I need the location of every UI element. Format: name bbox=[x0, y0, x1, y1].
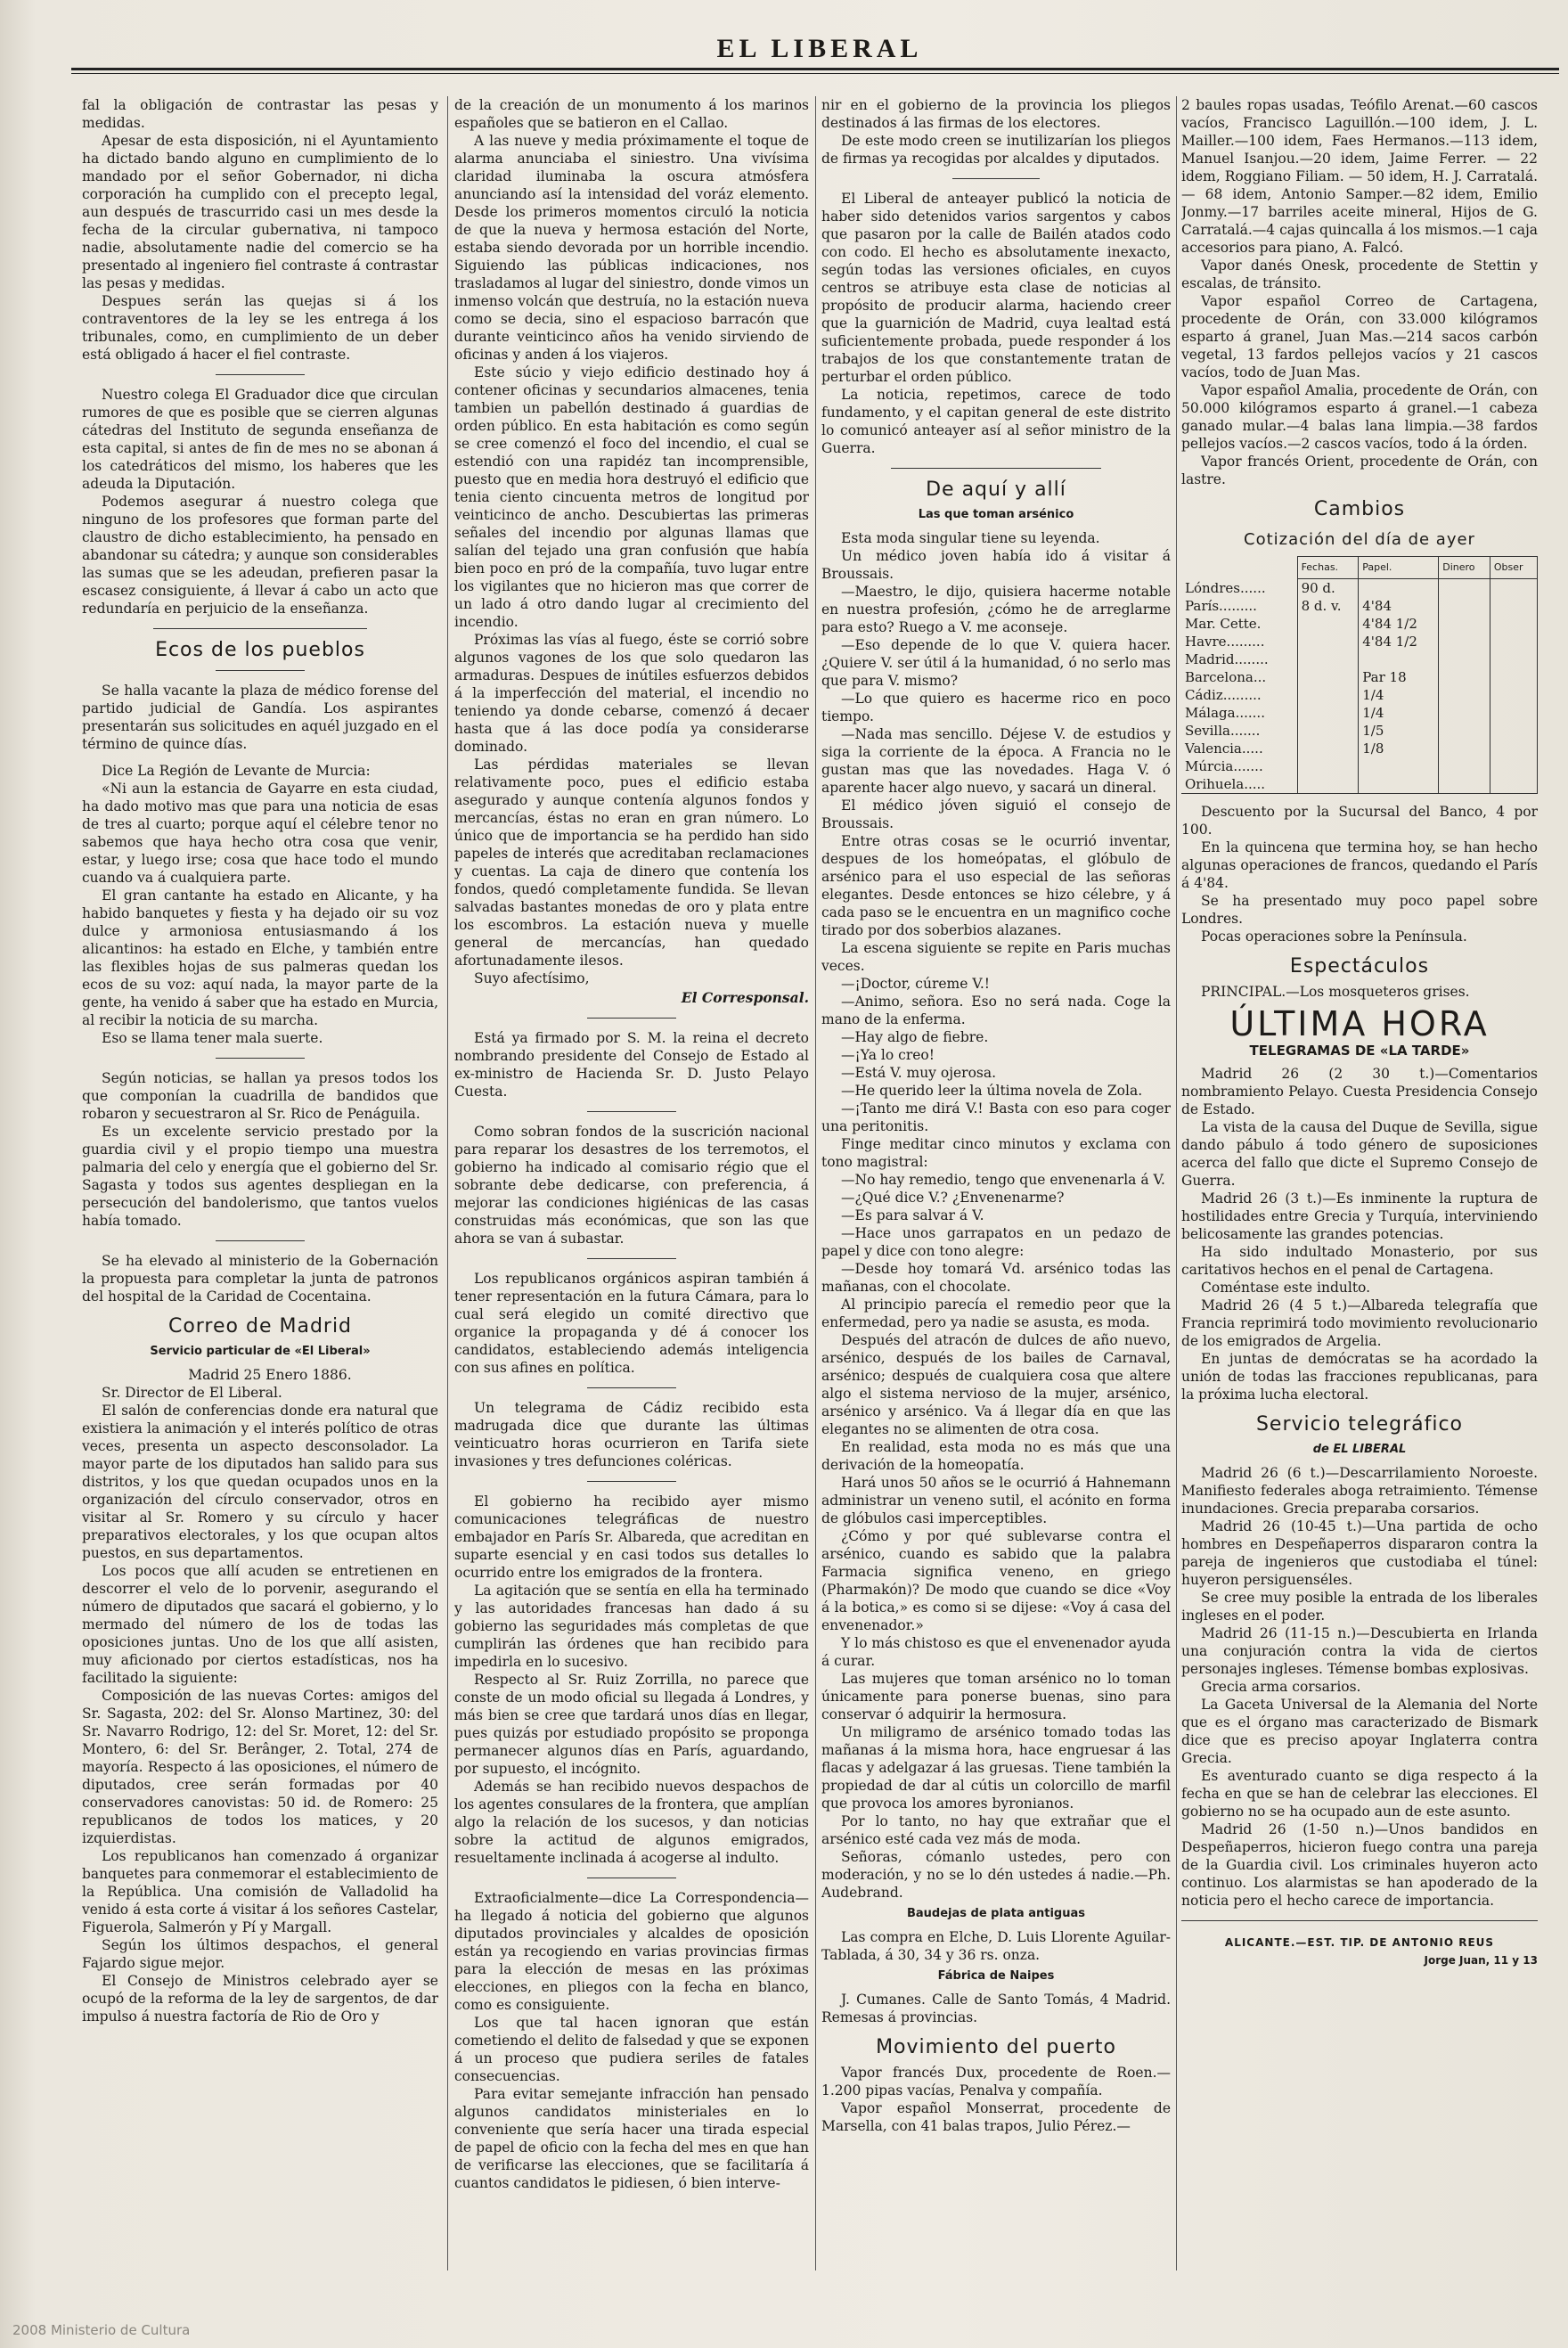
paragraph: —Maestro, le dijo, quisiera hacerme notable en nuestra profesión, ¿cómo he de arreglarme para esto? Ruego a V. me aconseje. bbox=[821, 584, 1171, 635]
paragraph: fal la obligación de contrastar las pesas y medidas. bbox=[82, 97, 438, 131]
paragraph: Este súcio y viejo edificio destinado hoy á contener oficinas y secundarios almacenes, tenia tambien un pabellón destinado á guardias de orden público. En esta habitación es como según se cree comenzó el foco del incendio, el cual se estendió con una rapidéz tan incomprensible, puesto que en media hora destruyó el edificio que tenia ciento cincuenta metros de longitud por veinticinco de ancho. Descubiertas las primeras señales del incendio por algunas llamas que salían del tejado una gran confusión que había bien poco en pró de la compañía, tuvo lugar entre los vigilantes que no hicieron mas que correr de un lado á otro dando lugar al crecimiento del incendio. bbox=[454, 364, 809, 630]
table-header: Papel. bbox=[1359, 557, 1439, 579]
table-cell: 4'84 bbox=[1359, 597, 1439, 615]
table-cell bbox=[1439, 668, 1490, 686]
table-header: Obser bbox=[1490, 557, 1537, 579]
table-cell bbox=[1359, 579, 1439, 598]
paragraph: Está ya firmado por S. M. la reina el decreto nombrando presidente del Consejo de Estado al ex-ministro de Hacienda Sr. D. Justo Pelayo Cuesta. bbox=[454, 1030, 809, 1100]
paragraph: —¡Tanto me dirá V.! Basta con eso para coger una peritonitis. bbox=[821, 1100, 1171, 1134]
table-row bbox=[1181, 597, 1538, 615]
paragraph: Madrid 26 (4 5 t.)—Albareda telegrafía que Francia reprimirá todo movimiento revolucionario de los emigrados de Argelia. bbox=[1181, 1297, 1538, 1349]
paragraph: —¿Qué dice V.? ¿Envenenarme? bbox=[841, 1190, 1065, 1206]
paragraph: A las nueve y media próximamente el toque de alarma anunciaba el siniestro. Una vivísima claridad iluminaba la oscura atmósfera anunciando así la intensidad del voráz elemento. Desde los primeros momentos circuló la noticia de que la nueva y hermosa estación del Norte, estaba siendo devorada por un horrible incendio. Siguiendo las públicas indicaciones, nos trasladamos al lugar del siniestro, donde vimos un inmenso volcán que destruía, no la estación nueva como se decia, sino el espacioso barracón que durante veinticinco años ha venido sirviendo de oficinas y anden á los viajeros. bbox=[454, 133, 809, 363]
paragraph: En juntas de demócratas se ha acordado la unión de todas las fracciones republicanas, para la próxima lucha electoral. bbox=[1181, 1351, 1538, 1403]
paragraph: Hará unos 50 años se le ocurrió á Hahnemann administrar un veneno sutil, el acónito en forma de glóbulos casi imperceptibles. bbox=[821, 1475, 1171, 1526]
table-cell bbox=[1439, 650, 1490, 668]
paragraph: «Ni aun la estancia de Gayarre en esta ciudad, ha dado motivo mas que para una noticia de esas de tres al cuarto; porque aquí el célebre tenor no sabemos que haya hecho otra cosa que venir, estar, y luego irse; cosa que hace todo el mundo cuando va á cualquiera parte. bbox=[82, 781, 438, 886]
table-cell: 90 d. bbox=[1297, 579, 1359, 598]
table-cell: 1/4 bbox=[1359, 704, 1439, 722]
paragraph: Grecia arma corsarios. bbox=[1201, 1679, 1361, 1695]
table-cell-city: Sevilla....... bbox=[1181, 722, 1297, 740]
column-divider bbox=[1176, 96, 1177, 2270]
paragraph: —Es para salvar á V. bbox=[841, 1207, 984, 1223]
section-heading-puerto: Movimiento del puerto bbox=[876, 2036, 1116, 2058]
paragraph: Como sobran fondos de la suscrición nacional para reparar los desastres de los terremotos, el gobierno ha indicado al comisario régio que el sobrante debe dedicarse, con preferencia, á mejorar las condiciones higiénicas de las casas construidas más económicas, que son las que ahora se van á subastar. bbox=[454, 1124, 809, 1247]
column-4 bbox=[1181, 96, 1538, 2270]
paragraph: Es un excelente servicio prestado por la guardia civil y el propio tiempo una muestra palmaria del celo y energía que el gobierno del Sr. Sagasta y todos sus agentes despliegan en la persecución del bandolerismo, que tantos vuelos había tomado. bbox=[82, 1124, 438, 1229]
paragraph: —¡Doctor, cúreme V.! bbox=[841, 976, 990, 992]
dateline: Madrid 25 Enero 1886. bbox=[188, 1367, 352, 1383]
paragraph: Nuestro colega El Graduador dice que circulan rumores de que es posible que se cierren algunas cátedras del Instituto de segunda enseñanza de esta capital, si antes de fin de mes no se abonan á los catedráticos del mismo, los haberes que les adeuda la Diputación. bbox=[82, 387, 438, 492]
table-cell-city: Orihuela..... bbox=[1181, 775, 1297, 794]
paragraph: —Lo que quiero es hacerme rico en poco tiempo. bbox=[821, 691, 1171, 724]
paragraph: El gobierno ha recibido ayer mismo comunicaciones telegráficas de nuestro embajador en París Sr. Albareda, que acreditan en suparte esencial y en casi todos sus detalles lo ocurrido entre los emigrados de la frontera. bbox=[454, 1493, 809, 1581]
paragraph: Se cree muy posible la entrada de los liberales ingleses en el poder. bbox=[1181, 1590, 1538, 1624]
table-cell: 4'84 1/2 bbox=[1359, 615, 1439, 633]
paragraph: Madrid 26 (3 t.)—Es inminente la ruptura de hostilidades entre Grecia y Turquía, interviniendo belicosamente las grandes potencias. bbox=[1181, 1190, 1538, 1242]
separator bbox=[587, 1387, 676, 1388]
separator bbox=[587, 1111, 676, 1112]
paragraph: Vapor español Monserrat, procedente de Marsella, con 41 balas trapos, Julio Pérez.— bbox=[821, 2100, 1171, 2134]
table-cell bbox=[1490, 633, 1537, 650]
table-row bbox=[1181, 740, 1538, 757]
table-cell bbox=[1439, 633, 1490, 650]
paragraph: La Gaceta Universal de la Alemania del Norte que es el órgano mas caracterizado de Bismark dice que es preciso apoyar Inglaterra contra Grecia. bbox=[1181, 1697, 1538, 1766]
section-heading-espectaculos: Espectáculos bbox=[1289, 955, 1430, 978]
table-cell: 1/8 bbox=[1359, 740, 1439, 757]
paragraph: El Liberal de anteayer publicó la noticia de haber sido detenidos varios sargentos y cabos que pasaron por la calle de Bailén atados codo con codo. El hecho es absolutamente inexacto, según todas las versiones oficiales, en cuyos centros se atribuye esta clase de noticias al propósito de producir alarma, haciendo creer que la guarnición de Madrid, cuya lealtad está suficientemente probada, puede responder á los trabajos de los que constantemente tratan de perturbar el orden público. bbox=[821, 191, 1171, 385]
separator bbox=[153, 628, 367, 629]
paragraph: Según noticias, se hallan ya presos todos los que componían la cuadrilla de bandidos que robaron y secuestraron al Sr. Rico de Penáguila. bbox=[82, 1070, 438, 1122]
paragraph: Es aventurado cuanto se diga respecto á la fecha en que se han de celebrar las elecciones. El gobierno no se ha ocupado aun de este asunto. bbox=[1181, 1768, 1538, 1820]
paragraph: —Desde hoy tomará Vd. arsénico todas las mañanas, con el chocolate. bbox=[821, 1261, 1171, 1295]
table-row bbox=[1181, 579, 1538, 598]
paragraph: De este modo creen se inutilizarían los pliegos de firmas ya recogidas por alcaldes y diputados. bbox=[821, 133, 1171, 167]
table-row bbox=[1181, 668, 1538, 686]
table-cell bbox=[1490, 650, 1537, 668]
paragraph: ¿Cómo y por qué sublevarse contra el arsénico, cuando es sabido que la palabra Farmacia significa veneno, en griego (Pharmakón)? De modo que cuando se dice «Voy á la botica,» es como si se dijese: «Voy á casa del envenenador.» bbox=[821, 1528, 1171, 1633]
table-cell bbox=[1297, 633, 1359, 650]
paragraph: Entre otras cosas se le ocurrió inventar, despues de los homeópatas, el glóbulo de arsénico para el uso especial de las señoras elegantes. Desde entonces se hizo célebre, y á cada paso se le encuentra en un magnifico coche tirado por dos soberbios alazanes. bbox=[821, 833, 1171, 938]
paragraph: La escena siguiente se repite en Paris muchas veces. bbox=[821, 940, 1171, 974]
paragraph: —Hace unos garrapatos en un pedazo de papel y dice con tono alegre: bbox=[821, 1225, 1171, 1259]
section-heading-correo: Correo de Madrid bbox=[167, 1315, 353, 1338]
separator bbox=[216, 670, 305, 671]
paragraph: Suyo afectísimo, bbox=[474, 970, 590, 986]
separator bbox=[216, 374, 305, 375]
section-heading-aqui: De aquí y allí bbox=[926, 479, 1066, 501]
table-cell bbox=[1439, 597, 1490, 615]
table-cell bbox=[1490, 740, 1537, 757]
paragraph: Las mujeres que toman arsénico no lo toman únicamente para ponerse buenas, sino para conservar ó adquirir la hermosura. bbox=[821, 1671, 1171, 1722]
table-cell bbox=[1439, 775, 1490, 794]
paragraph: Los pocos que allí acuden se entretienen en descorrer el velo de lo porvenir, asegurando el número de diputados que sacará el gobierno, y lo mermado del número de los de todas las oposiciones juntas. Uno de los que allí asisten, muy aficionado por ciertos estadísticas, nos ha facilitado la siguiente: bbox=[82, 1563, 438, 1686]
section-subheading: TELEGRAMAS DE «LA TARDE» bbox=[1249, 1043, 1470, 1059]
section-heading-cambios: Cambios bbox=[1313, 498, 1406, 520]
section-heading-ultima-hora: ÚLTIMA HORA bbox=[1229, 1004, 1490, 1043]
section-subheading: Las que toman arsénico bbox=[918, 508, 1074, 521]
paragraph: Respecto al Sr. Ruiz Zorrilla, no parece que conste de un modo oficial su llegada á Londres, y más bien se cree que tardará unos días en llegar, pues quizás por estudiado propósito se proponga permanecer algunos días en París, aguardando, por supuesto, el incógnito. bbox=[454, 1672, 809, 1777]
watermark: 2008 Ministerio de Cultura bbox=[12, 2322, 191, 2338]
paragraph: El gran cantante ha estado en Alicante, y ha habido banquetes y fiesta y ha dejado oir su voz dulce y armoniosa entusiasmando á los alicantinos: ha estado en Elche, y también entre las flexibles hojas de sus palmeras quedan los ecos de su voz: aquí nada, la mayor parte de la gente, ha venido á saber que ha estado en Murcia, al recibir la noticia de su marcha. bbox=[82, 888, 438, 1028]
masthead-rule-thin bbox=[71, 73, 1559, 74]
table-row bbox=[1181, 757, 1538, 775]
table-cell bbox=[1490, 686, 1537, 704]
table-cell-city: Lóndres...... bbox=[1181, 579, 1297, 598]
salutation: Sr. Director de El Liberal. bbox=[102, 1385, 282, 1401]
paragraph: La noticia, repetimos, carece de todo fundamento, y el capitan general de este distrito lo comunicó anteayer así al señor ministro de la Guerra. bbox=[821, 387, 1171, 456]
table-row bbox=[1181, 615, 1538, 633]
table-cell-city: Madrid........ bbox=[1181, 650, 1297, 668]
table-cell bbox=[1297, 704, 1359, 722]
masthead-rule bbox=[71, 68, 1559, 70]
paragraph: Se halla vacante la plaza de médico forense del partido judicial de Gandía. Los aspirantes presentarán sus solicitudes en aquél juzgado en el término de quince días. bbox=[82, 683, 438, 752]
paragraph: Vapor francés Dux, procedente de Roen.—1.200 pipas vacías, Penalva y compañía. bbox=[821, 2065, 1171, 2098]
masthead: EL LIBERAL bbox=[716, 34, 923, 63]
paragraph: Además se han recibido nuevos despachos de los agentes consulares de la frontera, que amplían algo la relación de los sucesos, y dan noticias sobre la actitud de algunos emigrados, resueltamente inclinada á acogerse al indulto. bbox=[454, 1779, 809, 1866]
table-cell bbox=[1490, 722, 1537, 740]
paragraph: Descuento por la Sucursal del Banco, 4 por 100. bbox=[1181, 804, 1538, 838]
paragraph: Finge meditar cinco minutos y exclama con tono magistral: bbox=[821, 1136, 1171, 1170]
table-cell: 1/5 bbox=[1359, 722, 1439, 740]
paragraph: La agitación que se sentía en ella ha terminado y las autoridades francesas han dado á su gobierno las seguridades más completas de que cumplirán las órdenes que han recibido para impedirla en lo sucesivo. bbox=[454, 1583, 809, 1670]
table-cell bbox=[1297, 757, 1359, 775]
paragraph: Los que tal hacen ignoran que están cometiendo el delito de falsedad y que se exponen á un proceso que pudiera seriles de fatales consecuencias. bbox=[454, 2015, 809, 2084]
paragraph: Señoras, cómanlo ustedes, pero con moderación, y no se lo dén ustedes á nadie.—Ph. Audebrand. bbox=[821, 1849, 1171, 1901]
exchange-table bbox=[1181, 556, 1538, 794]
paragraph: Los republicanos han comenzado á organizar banquetes para conmemorar el establecimiento de la República. Una comisión de Valladolid ha venido á esta corte á visitar á los señores Castelar, Figuerola, Salmerón y Pí y Margall. bbox=[82, 1848, 438, 1935]
paragraph: Vapor francés Orient, procedente de Orán, con lastre. bbox=[1181, 454, 1538, 487]
table-cell bbox=[1439, 704, 1490, 722]
cotizacion-title: Cotización del día de ayer bbox=[1244, 530, 1475, 549]
paragraph: Composición de las nuevas Cortes: amigos del Sr. Sagasta, 202: del Sr. Alonso Martinez, 30: del Sr. Navarro Rodrigo, 12: del Sr. Moret, 12: del Sr. Montero, 6: del Sr. Berânger, 2. Total, 274 de mayoría. Respecto á las oposiciones, el número de diputados, cree serán formadas por 40 conservadores canovistas: 50 id. de Romero: 25 republicanos de todos los matices, y 20 izquierdistas. bbox=[82, 1688, 438, 1846]
paragraph: En realidad, esta moda no es más que una derivación de la homeopatía. bbox=[821, 1439, 1171, 1473]
paragraph: Se ha presentado muy poco papel sobre Londres. bbox=[1181, 893, 1538, 927]
paragraph: Un miligramo de arsénico tomado todas las mañanas á la misma hora, hace engruesar á las flacas y adelgazar á las gruesas. Tiene también la propiedad de dar al cútis un colorcillo de marfil que provoca los amores byronianos. bbox=[821, 1724, 1171, 1812]
paragraph: Vapor español Amalia, procedente de Orán, con 50.000 kilógramos esparto á granel.—1 cabeza ganado mular.—4 balas lana limpia.—38 fardos pellejos vacíos.—2 cascos vacíos, todo á la órden. bbox=[1181, 382, 1538, 452]
table-cell bbox=[1297, 722, 1359, 740]
table-cell-city: Málaga....... bbox=[1181, 704, 1297, 722]
table-cell-city: Cádiz......... bbox=[1181, 686, 1297, 704]
paragraph: Por lo tanto, no hay que extrañar que el arsénico esté cada vez más de moda. bbox=[821, 1813, 1171, 1847]
table-cell bbox=[1297, 615, 1359, 633]
paragraph: Madrid 26 (2 30 t.)—Comentarios nombramiento Pelayo. Cuesta Presidencia Consejo de Estado. bbox=[1181, 1066, 1538, 1117]
table-cell bbox=[1490, 775, 1537, 794]
table-cell bbox=[1359, 650, 1439, 668]
table-cell-city: Havre......... bbox=[1181, 633, 1297, 650]
table-cell bbox=[1297, 740, 1359, 757]
paragraph: Madrid 26 (11-15 n.)—Descubierta en Irlanda una conjuración contra la vida de ciertos personajes ingleses. Témense bombas explosivas. bbox=[1181, 1625, 1538, 1677]
table-cell-city: Múrcia....... bbox=[1181, 757, 1297, 775]
paragraph: Las pérdidas materiales se llevan relativamente poco, pues el edificio estaba asegurado y aunque contenía algunos fondos y mercancías, éstas no eran en gran número. Lo único que de importancia se ha perdido han sido papeles de interés que acreditaban reclamaciones y cuentas. La caja de dinero que contenía los fondos, quedó completamente fundida. Se llevan salvadas bastantes monedas de oro y plata entre los escombros. La estación nueva y muelle general de mercancías, han quedado afortunadamente ilesos. bbox=[454, 757, 809, 969]
table-row bbox=[1181, 686, 1538, 704]
paragraph: Madrid 26 (1-50 n.)—Unos bandidos en Despeñaperros, hicieron fuego contra una pareja de la Guardia civil. Los criminales huyeron acto continuo. Los alarmistas se han apoderado de la noticia pero el hecho carece de importancia. bbox=[1181, 1821, 1538, 1909]
table-cell bbox=[1439, 615, 1490, 633]
table-cell bbox=[1297, 775, 1359, 794]
paragraph: Un médico joven había ido á visitar á Broussais. bbox=[821, 548, 1171, 582]
paragraph: Eso se llama tener mala suerte. bbox=[102, 1030, 323, 1046]
table-cell: 1/4 bbox=[1359, 686, 1439, 704]
paragraph: 2 baules ropas usadas, Teófilo Arenat.—60 cascos vacíos, Francisco Laguillón.—100 idem, J. L. Mailler.—100 idem, Faes Hermanos.—113 idem, Manuel Isanjou.—20 idem, Jaime Ferrer. — 22 idem, Roggiano Filiam. — 50 idem, H. J. Carratalá.— 68 idem, Antonio Samper.—82 idem, Emilio Jonmy.—17 barriles aceite mineral, Hijos de G. Carratalá.—4 cajas quincalla á los mismos.—1 caja accesorios para piano, A. Falcó. bbox=[1181, 97, 1538, 256]
table-cell bbox=[1297, 668, 1359, 686]
table-cell bbox=[1439, 579, 1490, 598]
section-subheading: de EL LIBERAL bbox=[1312, 1443, 1407, 1456]
ad-heading: Baudejas de plata antiguas bbox=[906, 1907, 1085, 1920]
table-cell-city: París......... bbox=[1181, 597, 1297, 615]
paragraph: PRINCIPAL.—Los mosqueteros grises. bbox=[1201, 984, 1470, 1000]
table-cell bbox=[1439, 722, 1490, 740]
table-cell-city: Valencia..... bbox=[1181, 740, 1297, 757]
table-cell: 8 d. v. bbox=[1297, 597, 1359, 615]
table-cell bbox=[1297, 686, 1359, 704]
table-cell bbox=[1359, 757, 1439, 775]
table-header: Dinero bbox=[1439, 557, 1490, 579]
paragraph: —Hay algo de fiebre. bbox=[841, 1029, 989, 1045]
table-cell bbox=[1439, 686, 1490, 704]
paragraph: Extraoficialmente—dice La Correspondencia—ha llegado á noticia del gobierno que algunos diputados provinciales y alcaldes de oposición están ya recogiendo en varias provincias firmas para la elección de mesas en las próximas elecciones, en pliegos con la fecha en blanco, como es consiguiente. bbox=[454, 1890, 809, 2013]
table-cell bbox=[1439, 757, 1490, 775]
column-divider bbox=[815, 96, 816, 2270]
separator bbox=[587, 1481, 676, 1482]
ad-text: Las compra en Elche, D. Luis Llorente Aguilar-Tablada, á 30, 34 y 36 rs. onza. bbox=[821, 1929, 1171, 1963]
paragraph: —He querido leer la última novela de Zola. bbox=[841, 1083, 1143, 1099]
table-cell bbox=[1297, 650, 1359, 668]
ad-heading: Fábrica de Naipes bbox=[937, 1969, 1055, 1983]
paragraph: Después del atracón de dulces de año nuevo, arsénico, después de los bailes de Carnaval, arsénico; después de cualquiera cosa que altere algo el sistema nervioso de la mujer, arsénico, arsénico y arsénico. Va á llegar día en que las elegantes no se alimenten de otra cosa. bbox=[821, 1332, 1171, 1437]
paragraph: Y lo más chistoso es que el envenenador ayuda á curar. bbox=[821, 1635, 1171, 1669]
separator bbox=[216, 1058, 305, 1059]
section-heading-servicio: Servicio telegráfico bbox=[1255, 1413, 1464, 1436]
paragraph: Vapor español Correo de Cartagena, procedente de Orán, con 33.000 kilógramos esparto á granel, Juan Mas.—214 sacos carbón vegetal, 13 fardos pellejos vacíos y 21 cascos vacíos, todo de Juan Mas. bbox=[1181, 293, 1538, 380]
paragraph: En la quincena que termina hoy, se han hecho algunas operaciones de francos, quedando el París á 4'84. bbox=[1181, 839, 1538, 891]
paragraph: Un telegrama de Cádiz recibido esta madrugada dice que durante las últimas veinticuatro horas ocurrieron en Tarifa siete invasiones y tres defunciones coléricas. bbox=[454, 1400, 809, 1469]
table-row bbox=[1181, 722, 1538, 740]
imprint: ALICANTE.—EST. TIP. DE ANTONIO REUS bbox=[1224, 1936, 1495, 1949]
paragraph: Coméntase este indulto. bbox=[1201, 1280, 1371, 1296]
column-1 bbox=[82, 96, 438, 2270]
paragraph: Próximas las vías al fuego, éste se corrió sobre algunos vagones de los que solo quedaron las armaduras. Despues de inútiles esfuerzos debidos á la imperfección del material, el incendio no teniendo ya donde cebarse, comenzó á decaer hasta que á las doce podía ya considerarse dominado. bbox=[454, 632, 809, 755]
table-cell bbox=[1359, 775, 1439, 794]
paragraph: Los republicanos orgánicos aspiran también á tener representación en la futura Cámara, para lo cual será elegido un comité directivo que organice la propaganda y dé á conocer los candidatos, estableciendo además inteligencia con sus afines en política. bbox=[454, 1271, 809, 1376]
paragraph: Pocas operaciones sobre la Península. bbox=[1201, 929, 1467, 945]
table-cell-city: Mar. Cette. bbox=[1181, 615, 1297, 633]
paragraph: Se ha elevado al ministerio de la Gobernación la propuesta para completar la junta de patronos del hospital de la Caridad de Cocentaina. bbox=[82, 1253, 438, 1305]
paragraph: —Eso depende de lo que V. quiera hacer. ¿Quiere V. ser útil á la humanidad, ó no serlo mas que para V. mismo? bbox=[821, 637, 1171, 689]
paragraph: —Nada mas sencillo. Déjese V. de estudios y siga la corriente de la época. A Francia no le gustan mas que las novedades. Haga V. ó aparente hacer algo nuevo, y sacará un dineral. bbox=[821, 726, 1171, 796]
separator bbox=[891, 468, 1100, 469]
separator bbox=[587, 1258, 676, 1259]
separator bbox=[216, 1240, 305, 1241]
column-divider bbox=[447, 96, 448, 2270]
table-cell: 4'84 1/2 bbox=[1359, 633, 1439, 650]
paragraph: Ha sido indultado Monasterio, por sus caritativos hechos en el penal de Cartagena. bbox=[1181, 1244, 1538, 1278]
table-row bbox=[1181, 704, 1538, 722]
paragraph: La vista de la causa del Duque de Sevilla, sigue dando pábulo á todo género de suposiciones acerca del fallo que dicte el Supremo Consejo de Guerra. bbox=[1181, 1119, 1538, 1189]
paragraph: Madrid 26 (10-45 t.)—Una partida de ocho hombres en Despeñaperros dispararon contra la pareja de ingenieros que custodiaba el túnel: huyeron persiguenséles. bbox=[1181, 1518, 1538, 1588]
imprint-address: Jorge Juan, 11 y 13 bbox=[1424, 1954, 1538, 1967]
table-cell: Par 18 bbox=[1359, 668, 1439, 686]
table-cell bbox=[1490, 704, 1537, 722]
column-2 bbox=[454, 96, 809, 2270]
table-header: Fechas. bbox=[1297, 557, 1359, 579]
paragraph: —Está V. muy ojerosa. bbox=[841, 1065, 997, 1081]
separator bbox=[587, 1018, 676, 1019]
column-3 bbox=[821, 96, 1171, 2270]
paragraph: Dice La Región de Levante de Murcia: bbox=[102, 763, 371, 779]
separator bbox=[952, 178, 1040, 179]
separator bbox=[1181, 1920, 1538, 1921]
paragraph: El Consejo de Ministros celebrado ayer se ocupó de la reforma de la ley de sargentos, de dar impulso á nuestra factoría de Rio de Oro y bbox=[82, 1973, 438, 2025]
section-heading-ecos: Ecos de los pueblos bbox=[155, 639, 365, 661]
section-subheading: Servicio particular de «El Liberal» bbox=[150, 1345, 371, 1358]
table-cell bbox=[1490, 579, 1537, 598]
table-row bbox=[1181, 775, 1538, 794]
paragraph: El médico jóven siguió el consejo de Broussais. bbox=[821, 798, 1171, 831]
paragraph: Al principio parecía el remedio peor que la enfermedad, pero ya nadie se asusta, es moda. bbox=[821, 1297, 1171, 1330]
paragraph: Despues serán las quejas si á los contraventores de la ley se les entrega á los tribunales, como, en cumplimiento de un deber está obligado á hacer el fiel contraste. bbox=[82, 293, 438, 363]
table-cell bbox=[1490, 615, 1537, 633]
ad-text: J. Cumanes. Calle de Santo Tomás, 4 Madrid. Remesas á provincias. bbox=[821, 1992, 1171, 2025]
paragraph: Para evitar semejante infracción han pensado algunos candidatos ministeriales en lo conveniente que sería hacer una tirada especial de papel de oficio con la fecha del mes en que han de verificarse las elecciones, que se facilitaría á cuantos candidatos le pidiesen, ó bien interve- bbox=[454, 2086, 809, 2191]
table-cell-city: Barcelona... bbox=[1181, 668, 1297, 686]
paragraph: —No hay remedio, tengo que envenenarla á V. bbox=[841, 1172, 1165, 1188]
table-cell bbox=[1490, 757, 1537, 775]
paragraph: —¡Ya lo creo! bbox=[841, 1047, 935, 1063]
paragraph: Apesar de esta disposición, ni el Ayuntamiento ha dictado bando alguno en cumplimiento de lo mandado por el señor Gobernador, ni dicha corporación ha cumplido con el precepto legal, aun después de trascurrido casi un mes desde la fecha de la circular gubernativa, ni tampoco nadie, absolutamente nadie del comercio se ha presentado al ingeniero fiel contraste á contrastar las pesas y medidas. bbox=[82, 133, 438, 291]
signature: El Corresponsal. bbox=[681, 989, 809, 1006]
table-row bbox=[1181, 650, 1538, 668]
table-row bbox=[1181, 633, 1538, 650]
paragraph: Según los últimos despachos, el general Fajardo sigue mejor. bbox=[82, 1937, 438, 1971]
paragraph: de la creación de un monumento á los marinos españoles que se batieron en el Callao. bbox=[454, 97, 809, 131]
paragraph: Vapor danés Onesk, procedente de Stettin y escalas, de tránsito. bbox=[1181, 258, 1538, 291]
paragraph: Madrid 26 (6 t.)—Descarrilamiento Noroeste. Manifiesto federales aboga retraimiento. Témense inundaciones. Grecia preparaba corsarios. bbox=[1181, 1465, 1538, 1517]
paragraph: —Animo, señora. Eso no será nada. Coge la mano de la enferma. bbox=[821, 994, 1171, 1027]
paragraph: nir en el gobierno de la provincia los pliegos destinados á las firmas de los electores. bbox=[821, 97, 1171, 131]
paragraph: Esta moda singular tiene su leyenda. bbox=[841, 530, 1100, 546]
table-cell bbox=[1490, 597, 1537, 615]
paragraph: Podemos asegurar á nuestro colega que ninguno de los profesores que forman parte del claustro de dicho establecimiento, ha pensado en abandonar su cátedra; y aunque son considerables las sumas que se les adeudan, prefieren pasar la escasez consiguiente, á llevar á cabo un acto que redundaría en perjuicio de la enseñanza. bbox=[82, 494, 438, 617]
paragraph: El salón de conferencias donde era natural que existiera la animación y el interés político de otras veces, presenta un aspecto desconsolador. La mayor parte de los diputados han salido para sus distritos, y los que quedan ocupados unos en la organización del círculo conservador, otros en visitar al Sr. Romero y su círculo y hacer preparativos electorales, y los que ocupan altos puestos, en sus departamentos. bbox=[82, 1403, 438, 1561]
table-cell bbox=[1439, 740, 1490, 757]
table-cell bbox=[1490, 668, 1537, 686]
